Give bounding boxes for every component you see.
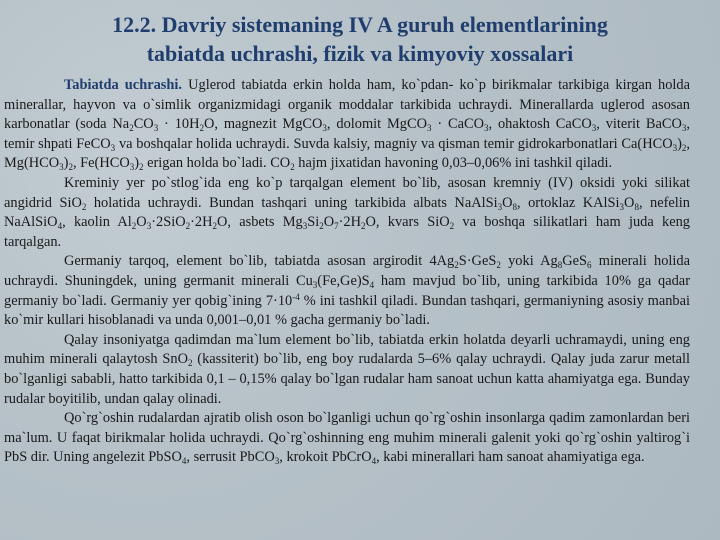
paragraph-occurrence: [4, 76, 690, 174]
paragraph-text: Qalay insoniyatga qadimdan ma`lum element bo`lib, tabiatda erkin holatda deyarli uchramaydi, uning eng muhim minerali qalaytosh SnO$_2$ (kassiterit) bo`lib, eng boy rudalarda 5–6% qalay uchraydi. Qalay juda zarur metall bo`lganligi sababli, hatto tarkibida 0,1 – 0,15% qalay bo`lgan rudalar ham sanoat uchun katta ahamiyatga ega. Bunday rudalar boyitilib, undan qalay olinadi.: [4, 331, 690, 407]
title-line-1: 12.2. Davriy sistemaning IV A guruh elementlarining: [112, 12, 608, 37]
paragraph-tin: [4, 331, 690, 409]
paragraph-text: Qo`rg`oshin rudalardan ajratib olish oson bo`lganligi uchun qo`rg`oshin insonlarga qadim zamonlardan beri ma`lum. U faqat birikmalar holida uchraydi. Qo`rg`oshinning eng muhim minerali galenit yoki qo`rg`oshin yaltirog`i PbS dir. Uning angelezit PbSO$_4$, serrusit PbCO$_3$, krokoit PbCrO$_4$, kabi minerallari ham sanoat ahamiyatiga ega.: [4, 410, 690, 467]
page-title: [20, 10, 700, 68]
paragraph-text: Uglerod tabiatda erkin holda ham, ko`pdan- ko`p birikmalar tarkibiga kirgan holda minerallar, hayvon va o`simlik organizmidagi organik moddalar tarkibida uchraydi. Minerallarda uglerod asosan karbonatlar (soda $Na_2CO_3 \cdot 10H_2O$, magnezit MgCO$_3$, dolomit MgCO$_3$ · CaCO$_3$, ohaktosh CaCO$_3$, viterit BaCO$_3$, temir shpati FeCO$_3$ va boshqalar holida uchraydi. Suvda kalsiy, magniy va qisman temir gidrokarbonatlari $Ca(HCO_3)_2$, $Mg(HCO_3)_2$, $Fe(HCO_3)_2$ erigan holda bo`ladi. $CO_2$ hajm jixatidan havoning 0,03–0,06% ini tashkil qiladi.: [4, 77, 691, 173]
paragraph-germanium: [4, 252, 690, 330]
title-line-2: tabiatda uchrashi, fizik va kimyoviy xossalari: [146, 41, 574, 66]
paragraph-lead-metal: [4, 409, 690, 468]
paragraph-silicon: [4, 174, 690, 252]
body-text: [4, 76, 690, 468]
section-lead: Tabiatda uchrashi.: [64, 77, 182, 93]
paragraph-text: Kreminiy yer po`stlog`ida eng ko`p tarqalgan element bo`lib, asosan kremniy (IV) oksidi yoki silikat angidrid SiO$_2$ holatida uchraydi. Bundan tashqari uning tarkibida albats $NaAlSi_3O_8$, ortoklaz $KAlSi_3O_8$, nefelin NaAlSiO$_4$, kaolin $Al_2O_3\cdot 2SiO_2\cdot 2H_2O$, asbets $Mg_3Si_2O_7\cdot 2H_2O$, kvars SiO$_2$ va boshqa silikatlari ham juda keng tarqalgan.: [4, 174, 690, 250]
paragraph-text: Germaniy tarqoq, element bo`lib, tabiatda asosan argirodit $4Ag_2S\cdot GeS_2$ yoki $Ag_8GeS_6$ minerali holida uchraydi. Shuningdek, uning germanit minerali $Cu_3(Fe,Ge)S_4$ ham mavjud bo`lib, uning tarkibida 10% ga qadar germaniy bo`ladi. Germaniy yer qobig`ining $7\cdot 10^{-4}$ % ini tashkil qiladi. Bundan tashqari, germaniyning asosiy manbai ko`mir kullari hisoblanadi va unda 0,001–0,01 % gacha germaniy bo`ladi.: [4, 253, 691, 329]
